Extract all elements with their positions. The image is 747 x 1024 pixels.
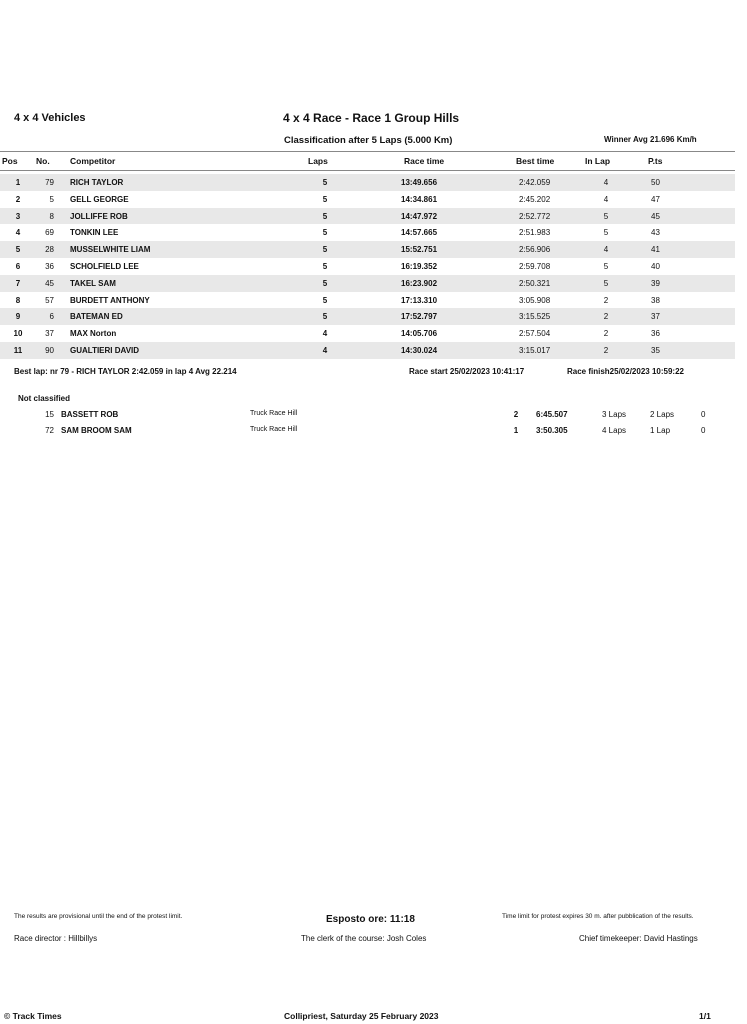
result-laps: 4 <box>322 329 328 339</box>
result-best-time: 2:50.321 <box>519 278 551 288</box>
result-laps: 5 <box>322 278 328 288</box>
result-laps: 5 <box>322 261 328 271</box>
table-row <box>0 224 735 241</box>
result-position: 8 <box>15 295 21 305</box>
best-lap-summary: Best lap: nr 79 - RICH TAYLOR 2:42.059 in lap 4 Avg 22.214 <box>14 367 237 376</box>
result-in-lap: 2 <box>603 329 609 339</box>
place-and-date: Collipriest, Saturday 25 February 2023 <box>284 1011 439 1021</box>
table-row <box>0 241 735 258</box>
result-competitor: TAKEL SAM <box>70 278 116 288</box>
winner-average-speed: Winner Avg 21.696 Km/h <box>604 135 697 144</box>
result-competitor: BURDETT ANTHONY <box>70 295 150 305</box>
table-top-rule <box>0 151 735 152</box>
result-competitor: GUALTIERI DAVID <box>70 345 140 355</box>
result-race-time: 14:30.024 <box>401 345 438 355</box>
header-laps: Laps <box>308 156 328 166</box>
result-position: 11 <box>13 345 23 355</box>
result-race-time: 14:57.665 <box>401 228 438 238</box>
result-position: 3 <box>15 211 21 221</box>
result-points: 43 <box>651 228 660 238</box>
result-points: 41 <box>651 245 660 255</box>
result-best-time: 2:52.772 <box>519 211 551 221</box>
result-in-lap: 5 <box>603 261 609 271</box>
result-points: 37 <box>651 312 660 322</box>
posted-time: Esposto ore: 11:18 <box>326 914 415 925</box>
result-in-lap: 5 <box>603 278 609 288</box>
result-race-time: 15:52.751 <box>401 245 438 255</box>
result-number: 57 <box>45 295 54 305</box>
result-number: 79 <box>45 178 54 187</box>
result-points: 36 <box>651 329 660 339</box>
result-best-time: 2:42.059 <box>519 178 551 187</box>
table-row <box>0 275 735 292</box>
result-position: 6 <box>15 261 21 271</box>
nc-laps-missing: 2 Laps <box>650 410 675 419</box>
result-laps: 5 <box>322 178 328 187</box>
classification-title: Classification after 5 Laps (5.000 Km) <box>284 135 453 146</box>
result-best-time: 2:56.906 <box>519 245 551 255</box>
result-laps: 5 <box>322 228 328 238</box>
protest-limit-note: Time limit for protest expires 30 m. after pubblication of the results. <box>502 913 694 920</box>
table-row <box>0 308 735 325</box>
event-title: 4 x 4 Vehicles <box>14 112 86 124</box>
chief-timekeeper: Chief timekeeper: David Hastings <box>579 934 698 943</box>
result-laps: 5 <box>322 194 328 204</box>
nc-competitor: BASSETT ROB <box>61 410 119 419</box>
result-in-lap: 4 <box>603 194 609 204</box>
nc-points: 0 <box>701 426 706 435</box>
result-position: 4 <box>15 228 21 238</box>
provisional-note: The results are provisional until the end of the protest limit. <box>14 913 183 920</box>
not-classified-title: Not classified <box>18 394 71 403</box>
copyright: © Track Times <box>4 1011 62 1021</box>
result-in-lap: 2 <box>603 345 609 355</box>
result-race-time: 14:34.861 <box>401 194 438 204</box>
result-laps: 5 <box>322 245 328 255</box>
page-number: 1/1 <box>699 1011 711 1021</box>
result-number: 5 <box>49 194 54 204</box>
result-number: 90 <box>45 345 54 355</box>
result-best-time: 2:45.202 <box>519 194 551 204</box>
result-points: 40 <box>651 261 660 271</box>
result-best-time: 2:59.708 <box>519 261 551 271</box>
result-in-lap: 2 <box>603 312 609 322</box>
header-in-lap: In Lap <box>585 156 611 166</box>
result-position: 5 <box>15 245 21 255</box>
result-race-time: 17:13.310 <box>401 295 438 305</box>
result-position: 1 <box>15 178 21 187</box>
table-row <box>0 208 735 225</box>
nc-team: Truck Race Hill <box>250 426 298 433</box>
result-position: 2 <box>15 194 21 204</box>
result-in-lap: 4 <box>603 245 609 255</box>
result-position: 7 <box>15 278 21 288</box>
nc-time: 6:45.507 <box>536 410 568 419</box>
table-row <box>0 191 735 208</box>
table-row <box>0 258 735 275</box>
result-competitor: BATEMAN ED <box>70 312 123 322</box>
nc-points: 0 <box>701 410 706 419</box>
header-best-time: Best time <box>516 156 555 166</box>
result-in-lap: 4 <box>603 178 609 187</box>
result-laps: 5 <box>322 312 328 322</box>
result-in-lap: 2 <box>603 295 609 305</box>
result-points: 45 <box>651 211 660 221</box>
result-position: 9 <box>15 312 21 322</box>
nc-laps: 1 <box>513 426 519 435</box>
result-number: 45 <box>45 278 54 288</box>
table-row <box>0 292 735 309</box>
header-points: P.ts <box>648 156 663 166</box>
result-competitor: MAX Norton <box>70 329 117 339</box>
result-race-time: 14:47.972 <box>401 211 438 221</box>
result-race-time: 16:19.352 <box>401 261 438 271</box>
result-number: 28 <box>45 245 54 255</box>
result-competitor: JOLLIFFE ROB <box>70 211 128 221</box>
nc-number: 15 <box>45 410 54 419</box>
race-title: 4 x 4 Race - Race 1 Group Hills <box>283 111 460 125</box>
result-laps: 4 <box>322 345 328 355</box>
not-classified-row <box>0 426 747 440</box>
result-number: 69 <box>45 228 54 238</box>
nc-laps-done: 3 Laps <box>602 410 627 419</box>
clerk-of-course: The clerk of the course: Josh Coles <box>301 934 427 943</box>
header-race-time: Race time <box>404 156 445 166</box>
nc-time: 3:50.305 <box>536 426 568 435</box>
nc-laps-missing: 1 Lap <box>650 426 671 435</box>
result-race-time: 17:52.797 <box>401 312 438 322</box>
header-pos: Pos <box>2 156 18 166</box>
result-race-time: 16:23.902 <box>401 278 438 288</box>
nc-team: Truck Race Hill <box>250 410 298 417</box>
nc-laps-done: 4 Laps <box>602 426 627 435</box>
result-best-time: 3:15.525 <box>519 312 551 322</box>
result-in-lap: 5 <box>603 211 609 221</box>
results-header-row <box>0 156 735 168</box>
result-in-lap: 5 <box>603 228 609 238</box>
result-points: 39 <box>651 278 660 288</box>
nc-competitor: SAM BROOM SAM <box>61 426 132 435</box>
result-points: 35 <box>651 345 660 355</box>
result-laps: 5 <box>322 295 328 305</box>
result-number: 6 <box>49 312 54 322</box>
result-best-time: 3:15.017 <box>519 345 551 355</box>
result-competitor: TONKIN LEE <box>70 228 119 238</box>
race-finish: Race finish25/02/2023 10:59:22 <box>567 367 684 376</box>
table-header-rule <box>0 170 735 171</box>
result-points: 38 <box>651 295 660 305</box>
result-position: 10 <box>13 329 23 339</box>
result-competitor: RICH TAYLOR <box>70 178 124 187</box>
result-race-time: 13:49.656 <box>401 178 438 187</box>
header-no: No. <box>36 156 50 166</box>
table-row <box>0 325 735 342</box>
result-number: 37 <box>45 329 54 339</box>
result-competitor: GELL GEORGE <box>70 194 129 204</box>
race-start: Race start 25/02/2023 10:41:17 <box>409 367 525 376</box>
header-competitor: Competitor <box>70 156 116 166</box>
result-number: 8 <box>49 211 54 221</box>
result-number: 36 <box>45 261 54 271</box>
race-director: Race director : Hillbillys <box>14 934 98 943</box>
result-laps: 5 <box>322 211 328 221</box>
result-best-time: 3:05.908 <box>519 295 551 305</box>
result-competitor: SCHOLFIELD LEE <box>70 261 139 271</box>
result-best-time: 2:51.983 <box>519 228 551 238</box>
result-points: 47 <box>651 194 660 204</box>
result-race-time: 14:05.706 <box>401 329 438 339</box>
not-classified-row <box>0 410 747 424</box>
results-table <box>0 174 735 359</box>
nc-number: 72 <box>45 426 54 435</box>
table-row <box>0 174 735 191</box>
nc-laps: 2 <box>513 410 519 419</box>
result-points: 50 <box>651 178 660 187</box>
result-best-time: 2:57.504 <box>519 329 551 339</box>
table-row <box>0 342 735 359</box>
result-competitor: MUSSELWHITE LIAM <box>70 245 151 255</box>
